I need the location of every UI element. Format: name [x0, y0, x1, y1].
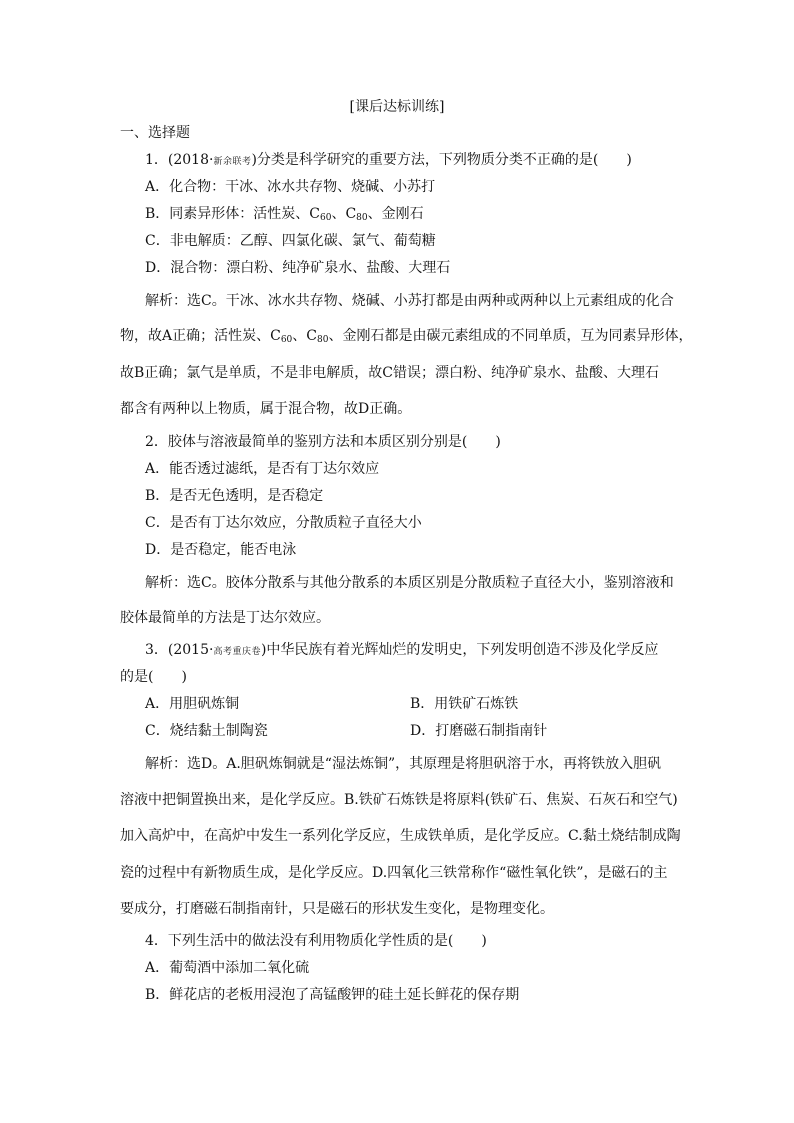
- question-2-stem: 2．胶体与溶液最简单的鉴别方法和本质区别分别是( ): [145, 434, 501, 450]
- q1-answer-line-2: [120, 327, 692, 345]
- q4-option-a: A．葡萄酒中添加二氧化硫: [145, 960, 310, 976]
- q1-answer-line-4: 都含有两种以上物质，属于混合物，故D正确。: [120, 401, 412, 417]
- q1-ans2-sub2: 80: [317, 335, 329, 345]
- q3-answer-line-4: 瓷的过程中有新物质生成，是化学反应。D.四氧化三铁常称作“磁性氧化铁”，是磁石的主: [120, 865, 668, 881]
- q1-stem-prefix: 1．(2018·: [145, 152, 214, 168]
- q1-ans2-post: 、金刚石都是由碳元素组成的不同单质，互为同素异形体，: [328, 328, 693, 344]
- q3-source: 高考重庆卷: [213, 647, 261, 657]
- q3-answer-line-3: 加入高炉中，在高炉中发生一系列化学反应，生成铁单质，是化学反应。C.黏土烧结制成陶: [120, 828, 681, 844]
- q1-b-mid: 、C: [331, 206, 357, 222]
- q1-b-post: 、金刚石: [367, 206, 424, 222]
- q2-option-a: A．能否透过滤纸，是否有丁达尔效应: [145, 461, 380, 477]
- q4-option-b: B．鲜花店的老板用浸泡了高锰酸钾的硅土延长鲜花的保存期: [145, 987, 520, 1003]
- q1-option-d: D．混合物：漂白粉、纯净矿泉水、盐酸、大理石: [145, 260, 451, 276]
- q1-stem-text: )分类是科学研究的重要方法，下列物质分类不正确的是( ): [251, 152, 632, 168]
- q3-stem-line-2: 的是( ): [120, 669, 187, 685]
- page-title: [课后达标训练]: [349, 99, 445, 115]
- question-1-stem: [145, 151, 632, 171]
- q1-b-sub1: 60: [320, 213, 332, 223]
- q1-ans2-sub1: 60: [280, 335, 293, 345]
- q2-option-d: D．是否稳定，能否电泳: [145, 542, 297, 558]
- q3-answer-line-1: 解析：选D。A.胆矾炼铜就是“湿法炼铜”，其原理是将胆矾溶于水，再将铁放入胆矾: [145, 756, 662, 772]
- q1-option-c: C．非电解质：乙醇、四氯化碳、氯气、葡萄糖: [145, 233, 436, 249]
- q3-stem-prefix: 3．(2015·: [145, 642, 214, 658]
- q3-option-b: B．用铁矿石炼铁: [410, 696, 519, 712]
- q1-source: 新余联考: [213, 157, 252, 167]
- question-4-stem: 4．下列生活中的做法没有利用物质化学性质的是( ): [145, 933, 487, 949]
- q1-answer-line-3: 故B正确；氯气是单质，不是非电解质，故C错误；漂白粉、纯净矿泉水、盐酸、大理石: [120, 365, 659, 381]
- section-heading: 一、选择题: [120, 125, 190, 141]
- q3-stem-text: )中华民族有着光辉灿烂的发明史，下列发明创造不涉及化学反应: [260, 642, 659, 658]
- question-3-stem: [145, 641, 658, 661]
- q2-option-b: B．是否无色透明，是否稳定: [145, 488, 324, 504]
- q2-answer-line-2: 胶体最简单的方法是丁达尔效应。: [120, 610, 330, 626]
- q3-answer-line-2: 溶液中把铜置换出来，是化学反应。B.铁矿石炼铁是将原料(铁矿石、焦炭、石灰石和空气): [120, 792, 678, 808]
- q2-answer-line-1: 解析：选C。胶体分散系与其他分散系的本质区别是分散质粒子直径大小，鉴别溶液和: [145, 575, 674, 591]
- q3-option-a: A．用胆矾炼铜: [145, 696, 240, 712]
- q2-option-c: C．是否有丁达尔效应，分散质粒子直径大小: [145, 515, 422, 531]
- q1-option-b: [145, 205, 424, 223]
- q1-answer-line-1: 解析：选C。干冰、冰水共存物、烧碱、小苏打都是由两种或两种以上元素组成的化合: [145, 293, 674, 309]
- q1-b-text: B．同素异形体：活性炭、C: [145, 206, 320, 222]
- q1-b-sub2: 80: [356, 213, 368, 223]
- q1-ans2-mid: 、C: [292, 328, 317, 344]
- q3-answer-line-5: 要成分，打磨磁石制指南针，只是磁石的形状发生变化，是物理变化。: [120, 901, 554, 917]
- q3-option-d: D．打磨磁石制指南针: [410, 723, 548, 739]
- q1-option-a: A．化合物：干冰、冰水共存物、烧碱、小苏打: [145, 179, 436, 195]
- q1-ans2-text: 物，故A正确；活性炭、C: [120, 328, 281, 344]
- q3-option-c: C．烧结黏土制陶瓷: [145, 723, 268, 739]
